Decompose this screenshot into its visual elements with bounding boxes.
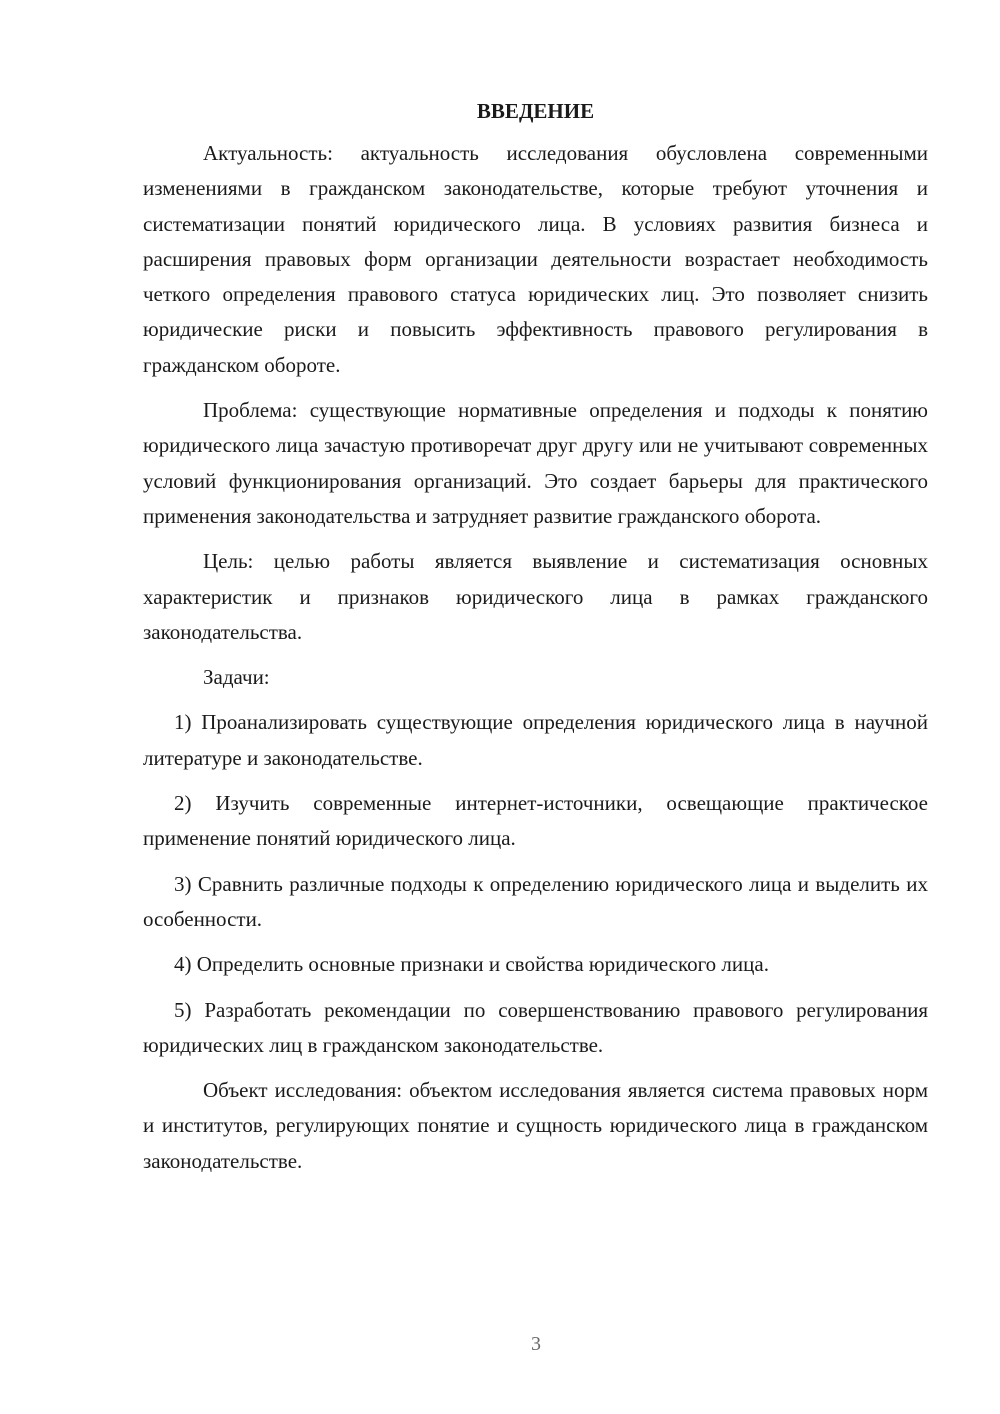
paragraph-relevance: Актуальность: актуальность исследования обусловлена современными изменениями в гражданском законодательстве, которые требуют уточнения и систематизации понятий юридического лица. В условиях развития бизнеса и расширения правовых форм организации деятельности возрастает необходимость четкого определения правового статуса юридических лиц. Это позволяет снизить юридические риски и повысить эффективность правового регулирования в гражданском обороте. <box>143 141 928 377</box>
task-item-1: 1) Проанализировать существующие определения юридического лица в научной литературе и законодательстве. <box>143 710 928 770</box>
paragraph-object: Объект исследования: объектом исследования является система правовых норм и институтов, регулирующих понятие и сущность юридического лица в гражданском законодательстве. <box>143 1078 928 1173</box>
document-page <box>143 96 928 1189</box>
task-item-3: 3) Сравнить различные подходы к определению юридического лица и выделить их особенности. <box>143 871 928 931</box>
task-item-2: 2) Изучить современные интернет-источники, освещающие практическое применение понятий юридического лица. <box>143 791 928 851</box>
task-item-4: 4) Определить основные признаки и свойства юридического лица. <box>174 952 769 977</box>
paragraph-goal: Цель: целью работы является выявление и систематизация основных характеристик и признаков юридического лица в рамках гражданского законодательства. <box>143 549 928 644</box>
tasks-label: Задачи: <box>203 665 270 690</box>
section-title: ВВЕДЕНИЕ <box>476 99 595 123</box>
task-item-5: 5) Разработать рекомендации по совершенствованию правового регулирования юридических лиц в гражданском законодательстве. <box>143 997 928 1057</box>
paragraph-problem: Проблема: существующие нормативные определения и подходы к понятию юридического лица зачастую противоречат друг другу или не учитывают современных условий функционирования организаций. Это создает барьеры для практического применения законодательства и затрудняет развитие гражданского оборота. <box>143 398 928 528</box>
page-number: 3 <box>531 1333 541 1355</box>
